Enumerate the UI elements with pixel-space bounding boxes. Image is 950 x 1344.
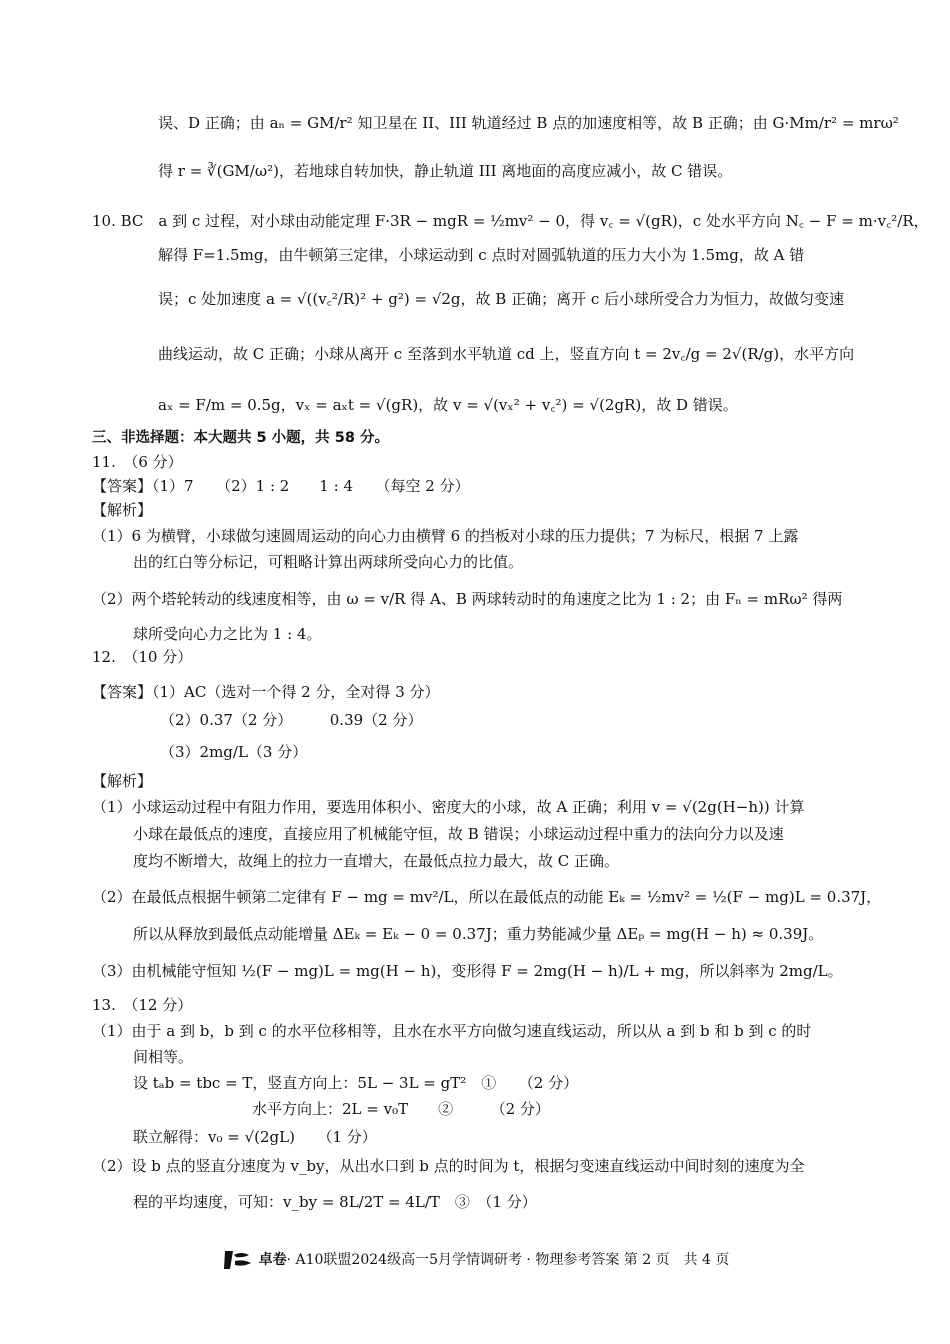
text-line: （3）由机械能守恒知 ½(F − mg)L = mg(H − h)，变形得 F = 2mg(H − h)/L + mg，所以斜率为 2mg/L。 — [92, 962, 843, 980]
text-line: 解得 F=1.5mg，由牛顿第三定律，小球运动到 c 点时对圆弧轨道的压力大小为 1.5mg，故 A 错 — [158, 246, 805, 264]
text-line: 设 tₐb = tbc = T，竖直方向上：5L − 3L = gT² ① （2 分） — [133, 1074, 579, 1092]
text-line: 误；c 处加速度 a = √((v꜀²/R)² + g²) = √2g，故 B 正确；离开 c 后小球所受合力为恒力，故做匀变速 — [158, 290, 845, 308]
brand-logo-icon — [221, 1249, 255, 1271]
question-number: 12. （10 分） — [92, 648, 193, 666]
text-line: 程的平均速度，可知：v_by = 8L/2T = 4L/T ③ （1 分） — [133, 1193, 537, 1211]
text-line: （1）小球运动过程中有阻力作用，要选用体积小、密度大的小球，故 A 正确；利用 v = √(2g(H−h)) 计算 — [92, 798, 805, 816]
text-line: 所以从释放到最低点动能增量 ΔEₖ = Eₖ − 0 = 0.37J；重力势能减少量 ΔEₚ = mg(H − h) ≈ 0.39J。 — [133, 925, 824, 943]
text-line: （2）设 b 点的竖直分速度为 v_by，从出水口到 b 点的时间为 t，根据匀变速直线运动中间时刻的速度为全 — [92, 1157, 805, 1175]
text-line: （2）两个塔轮转动的线速度相等，由 ω = v/R 得 A、B 两球转动时的角速度之比为 1 : 2；由 Fₙ = mRω² 得两 — [92, 590, 843, 608]
text-line: 水平方向上：2L = v₀T ② （2 分） — [252, 1100, 550, 1118]
text-line: 误、D 正确；由 aₙ = GM/r² 知卫星在 II、III 轨道经过 B 点的加速度相等，故 B 正确；由 G·Mm/r² = mrω² — [158, 114, 899, 132]
question-number: 13. （12 分） — [92, 996, 193, 1014]
text-line: 得 r = ∛(GM/ω²)，若地球自转加快，静止轨道 III 离地面的高度应减小，故 C 错误。 — [158, 162, 733, 180]
text-line: 出的红白等分标记，可粗略计算出两球所受向心力的比值。 — [133, 553, 524, 571]
text-line: aₓ = F/m = 0.5g，vₓ = aₓt = √(gR)，故 v = √(vₓ² + v꜀²) = √(2gR)，故 D 错误。 — [158, 396, 738, 414]
text-line: 曲线运动，故 C 正确；小球从离开 c 至落到水平轨道 cd 上，竖直方向 t = 2v꜀/g = 2√(R/g)，水平方向 — [158, 345, 855, 363]
answer-line: （3）2mg/L（3 分） — [160, 743, 308, 761]
answer-line: 【答案】（1）AC（选对一个得 2 分，全对得 3 分） — [92, 683, 440, 701]
text-line: 10. BC a 到 c 过程，对小球由动能定理 F·3R − mgR = ½mv² − 0，得 v꜀ = √(gR)，c 处水平方向 N꜀ − F = m·v꜀²/R， — [92, 212, 929, 230]
text-line: （2）在最低点根据牛顿第二定律有 F − mg = mv²/L，所以在最低点的动能 Eₖ = ½mv² = ½(F − mg)L = 0.37J， — [92, 888, 882, 906]
text-line: （1）由于 a 到 b，b 到 c 的水平位移相等，且水在水平方向做匀速直线运动，所以从 a 到 b 和 b 到 c 的时 — [92, 1022, 812, 1040]
text-line: 间相等。 — [133, 1048, 194, 1066]
page-footer — [0, 1249, 950, 1271]
analysis-heading: 【解析】 — [92, 501, 153, 519]
text-line: 度均不断增大，故绳上的拉力一直增大，在最低点拉力最大，故 C 正确。 — [133, 852, 620, 870]
text-line: 球所受向心力之比为 1 : 4。 — [133, 625, 322, 643]
answer-line: （2）0.37（2 分） 0.39（2 分） — [160, 711, 423, 729]
analysis-heading: 【解析】 — [92, 772, 153, 790]
text-line: （1）6 为横臂，小球做匀速圆周运动的向心力由横臂 6 的挡板对小球的压力提供；7 为标尺，根据 7 上露 — [92, 527, 799, 545]
text-line: 联立解得：v₀ = √(2gL) （1 分） — [133, 1128, 377, 1146]
answer-line: 【答案】（1）7 （2）1 : 2 1 : 4 （每空 2 分） — [92, 477, 470, 495]
text-line: 小球在最低点的速度，直接应用了机械能守恒，故 B 错误；小球运动过程中重力的法向分力以及速 — [133, 825, 784, 843]
question-number: 11. （6 分） — [92, 453, 183, 471]
footer-text: · A10联盟2024级高一5月学情调研考 · 物理参考答案 第 2 页 共 4 页 — [286, 1252, 730, 1268]
footer-brand: 卓卷 — [258, 1252, 287, 1268]
section-heading: 三、非选择题：本大题共 5 小题，共 58 分。 — [92, 430, 389, 446]
